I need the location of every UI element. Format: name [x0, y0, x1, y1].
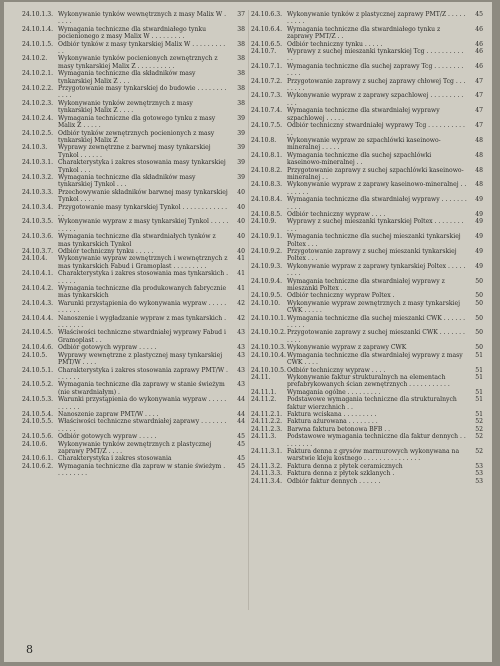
toc-entry-page: 51	[475, 373, 483, 381]
toc-entry-number: 24.10.10.	[251, 299, 281, 307]
toc-entry-page: 45	[237, 462, 245, 470]
toc-entry-page: 51	[475, 366, 483, 374]
toc-entry-number: 24.10.1.5.	[22, 40, 54, 48]
toc-right-column	[251, 11, 483, 485]
toc-entry-title: Przygotowanie zaprawy z suchej szpachlówki kaseinowo-mineralnej . .	[287, 166, 464, 181]
toc-entry-number: 24.10.10.1.	[251, 314, 286, 322]
toc-entry-page: 50	[475, 344, 483, 352]
toc-entry-page: 47	[475, 92, 483, 100]
toc-entry	[22, 255, 245, 270]
toc-entry-title: Przygotowanie zaprawy z suchej zaprawy chłowej Tcg . . . . . . . .	[287, 77, 466, 93]
toc-entry-title: Odbiór tynków z masy tynkarskiej Malix W . . . . . . . . . . .	[58, 40, 226, 56]
toc-entry-title: Wymagania techniczne dla stwardniałego tynku z zaprawy PMT/Z . .	[287, 25, 441, 41]
toc-entry-title: Charakterystyka i zakres stosowania masy tynkarskiej Tynkol . . .	[58, 159, 226, 174]
toc-entry-page: 47	[475, 122, 483, 130]
toc-entry	[22, 455, 245, 462]
toc-entry-title: Wymagania techniczne dla stwardniałej wyprawy . . . . . . . . . . .	[287, 196, 467, 211]
toc-entry-number: 24.10.7.5.	[251, 122, 283, 130]
toc-entry-title: Wykonywanie tynków zewnętrznych z plastycznej zaprawy PMT/Z . . . .	[58, 440, 212, 455]
toc-entry-title: Odbiór gotowych wypraw . . . . .	[58, 344, 157, 352]
toc-entry-title: Właściwości techniczne stwardniałej zaprawy . . . . . . . . . . . .	[58, 418, 227, 433]
toc-entry-number: 24.10.2.	[22, 55, 48, 63]
toc-entry-title: Warunki przystąpienia do wykonywania wypraw . . . . . . . . . . .	[58, 396, 227, 411]
toc-entry-number: 24.10.8.	[251, 136, 277, 144]
toc-entry-title: Odbiór techniczny tynku . . . . .	[287, 40, 383, 48]
toc-entry	[22, 204, 245, 219]
toc-entry-page: 44	[237, 410, 245, 418]
toc-entry-page: 40	[237, 218, 245, 226]
toc-entry-title: Charakterystyka i zakres stosowania zaprawy PMT/W . . . . . . .	[58, 366, 228, 381]
toc-entry	[251, 41, 483, 48]
toc-entry	[251, 389, 483, 396]
toc-entry-page: 45	[237, 440, 245, 448]
toc-entry-title: Przechowywanie składników barwnej masy tynkarskiej Tynkol . . . .	[58, 188, 228, 204]
toc-entry	[251, 418, 483, 425]
toc-entry	[251, 329, 483, 344]
toc-entry-number: 24.10.3.5.	[22, 218, 54, 226]
toc-entry-title: Wykonywanie wypraw zewnętrznych i wewnętrznych z mas tynkarskich Fabud i Gramoplast . . . . . . . . .	[58, 255, 228, 270]
toc-entry-page: 38	[237, 40, 245, 48]
toc-entry-title: Wykonywanie tynków zewnętrznych z masy tynkarskiej Malix Z . . . .	[58, 99, 193, 115]
toc-entry	[251, 448, 483, 463]
toc-entry-number: 24.10.3.6.	[22, 233, 54, 241]
toc-entry	[22, 189, 245, 204]
toc-entry-title: Przygotowanie masy tynkarskiej Tynkol . . . . . . . . . . . . . .	[58, 203, 228, 218]
toc-entry	[22, 115, 245, 130]
toc-entry-number: 24.10.9.5.	[251, 292, 283, 300]
toc-entry	[22, 270, 245, 285]
toc-entry	[251, 478, 483, 485]
toc-entry-title: Wykonywanie tynków pocienionych zewnętrznych z masy tynkarskiej Malix Z . . . . . . . . . .	[58, 55, 218, 70]
toc-entry-page: 50	[475, 299, 483, 307]
toc-entry-number: 24.10.10.3.	[251, 344, 286, 352]
toc-entry-page: 52	[475, 447, 483, 455]
toc-entry-number: 24.10.9.4.	[251, 277, 283, 285]
toc-entry-page: 40	[237, 203, 245, 211]
toc-entry-number: 24.10.6.3.	[251, 11, 283, 18]
toc-entry-page: 53	[475, 462, 483, 470]
toc-entry	[251, 92, 483, 107]
toc-entry-page: 40	[237, 188, 245, 196]
toc-entry-number: 24.10.10.5.	[251, 366, 286, 374]
toc-entry	[251, 374, 483, 389]
toc-entry-number: 24.10.6.4.	[251, 25, 283, 33]
toc-entry-number: 24.10.10.2.	[251, 329, 286, 337]
toc-entry	[22, 130, 245, 145]
toc-entry	[251, 48, 483, 63]
toc-entry	[251, 196, 483, 211]
toc-entry	[22, 26, 245, 41]
toc-entry-number: 24.10.9.	[251, 218, 277, 226]
toc-entry-title: Odbiór techniczny stwardniałej wyprawy Tcg . . . . . . . . . . . .	[287, 122, 465, 137]
toc-entry-page: 49	[475, 262, 483, 270]
toc-entry-number: 24.10.9.3.	[251, 262, 283, 270]
toc-entry-number: 24.10.4.6.	[22, 344, 54, 352]
toc-entry-page: 51	[475, 410, 483, 418]
toc-entry	[22, 441, 245, 456]
toc-entry-number: 24.10.1.3.	[22, 11, 54, 18]
toc-entry-number: 24.10.4.	[22, 255, 48, 263]
toc-entry-number: 24.11.3.	[251, 433, 277, 441]
toc-entry-page: 43	[237, 344, 245, 352]
toc-entry-number: 24.10.8.2.	[251, 166, 283, 174]
toc-entry	[251, 433, 483, 448]
toc-entry-title: Wykonywanie wypraw z masy tynkarskiej Tynkol . . . . . . . . . .	[58, 218, 229, 233]
toc-entry-page: 39	[237, 129, 245, 137]
toc-entry-title: Wymagania techniczne dla zaprawy w stanie świeżym (nie stwardniałym) .	[58, 381, 225, 396]
toc-entry-title: Wymagania techniczne dla stwardniałej wyprawy szpachlowej . . . . .	[287, 107, 440, 122]
toc-entry	[22, 411, 245, 418]
toc-entry-title: Odbiór gotowych wypraw . . . . .	[58, 433, 157, 441]
toc-entry-title: Podstawowe wymagania techniczne dla strukturalnych faktur wierzchnich . .	[287, 396, 457, 411]
toc-entry-page: 45	[475, 11, 483, 18]
toc-entry	[251, 411, 483, 418]
toc-entry-number: 24.11.2.3.	[251, 425, 283, 433]
toc-entry-page: 44	[237, 418, 245, 426]
toc-entry	[251, 292, 483, 299]
toc-entry-title: Wymagania techniczne dla suchej mieszanki CWK . . . . . . . . . . .	[287, 314, 466, 330]
toc-entry-page: 40	[237, 233, 245, 241]
toc-entry-number: 24.10.2.5.	[22, 129, 54, 137]
toc-entry	[251, 367, 483, 374]
toc-entry-number: 24.10.5.	[22, 351, 48, 359]
toc-entry-number: 24.10.4.3.	[22, 299, 54, 307]
toc-entry-page: 48	[475, 181, 483, 189]
toc-entry-page: 53	[475, 470, 483, 478]
toc-entry-page: 51	[475, 351, 483, 359]
toc-entry	[22, 433, 245, 440]
toc-entry	[251, 181, 483, 196]
toc-entry	[22, 315, 245, 330]
toc-entry	[251, 137, 483, 152]
toc-entry-title: Wymagania techniczne dla składników masy tynkarskiej Tynkol . . .	[58, 173, 196, 189]
toc-entry	[251, 352, 483, 367]
toc-entry-number: 24.10.5.6.	[22, 433, 54, 441]
toc-entry-number: 24.10.9.1.	[251, 233, 283, 241]
toc-entry-page: 49	[475, 196, 483, 204]
toc-entry-page: 39	[237, 114, 245, 122]
toc-entry-number: 24.10.3.1.	[22, 159, 54, 167]
toc-entry-page: 39	[237, 159, 245, 167]
toc-entry-title: Wykonywanie tynków wewnętrznych z masy Malix W . . . . .	[58, 11, 227, 26]
toc-entry	[22, 41, 245, 56]
toc-entry	[251, 300, 483, 315]
toc-entry	[22, 248, 245, 255]
toc-entry-page: 48	[475, 166, 483, 174]
toc-entry-number: 24.10.4.1.	[22, 270, 54, 278]
toc-entry-number: 24.10.3.4.	[22, 203, 54, 211]
toc-entry	[251, 107, 483, 122]
toc-entry	[22, 285, 245, 300]
toc-entry	[251, 78, 483, 93]
toc-entry	[251, 248, 483, 263]
toc-entry-number: 24.10.1.4.	[22, 25, 54, 33]
toc-entry-title: Wyprawy z suchej mieszanki tynkarskiej Poltex . . . . . . . . . . .	[287, 218, 464, 233]
toc-entry-number: 24.11.3.4.	[251, 477, 283, 485]
toc-entry-title: Odbiór techniczny wypraw . . . .	[287, 366, 386, 374]
toc-entry-page: 46	[475, 25, 483, 33]
toc-entry-title: Wymagania techniczne dla stwardniałej wyprawy z masy CWK . . . .	[287, 351, 463, 367]
toc-entry-number: 24.10.7.2.	[251, 77, 283, 85]
toc-entry-number: 24.10.3.3.	[22, 188, 54, 196]
toc-entry-page: 51	[475, 388, 483, 396]
toc-entry	[22, 381, 245, 396]
toc-entry-page: 39	[237, 173, 245, 181]
toc-entry-title: Odbiór faktur dennych . . . . . .	[287, 477, 381, 485]
toc-entry-page: 46	[475, 48, 483, 56]
column-divider	[248, 10, 249, 610]
toc-entry-title: Wyprawy zewnętrzne z barwnej masy tynkarskiej Tynkol . . . . . .	[58, 144, 211, 159]
toc-entry-title: Faktura ażurowana . . . . . . . .	[287, 418, 378, 426]
toc-entry-page: 42	[237, 299, 245, 307]
toc-entry	[22, 174, 245, 189]
toc-entry-title: Faktura denna z płytek szklanych .	[287, 470, 395, 478]
toc-entry-title: Wymagania techniczne dla suchej zaprawy Tcg . . . . . . . . . . . .	[287, 62, 464, 78]
toc-entry-page: 52	[475, 433, 483, 441]
toc-entry	[22, 233, 245, 248]
toc-entry-page: 45	[237, 433, 245, 441]
toc-entry-page: 50	[475, 314, 483, 322]
toc-entry	[22, 463, 245, 478]
toc-entry-page: 42	[237, 314, 245, 322]
toc-entry-number: 24.10.3.	[22, 144, 48, 152]
toc-entry-title: Wyprawy z suchej mieszanki tynkarskiej Tcg . . . . . . . . . . . .	[287, 48, 464, 63]
toc-entry-title: Wymagania techniczne dla stwardniałych tynków z mas tynkarskich Tynkol	[58, 233, 216, 248]
toc-entry	[22, 367, 245, 382]
toc-entry	[22, 159, 245, 174]
toc-entry	[251, 470, 483, 477]
toc-entry-title: Wykonywanie wypraw zewnętrznych z masy tynkarskiej CWK . . . . .	[287, 299, 460, 315]
toc-entry-page: 48	[475, 151, 483, 159]
toc-entry-page: 38	[237, 85, 245, 93]
toc-entry	[251, 233, 483, 248]
toc-entry-page: 46	[475, 40, 483, 48]
toc-entry	[251, 63, 483, 78]
toc-entry-title: Wykonywanie wypraw z zaprawy kaseinowo-mineralnej . . . . . . . .	[287, 181, 467, 196]
toc-entry-title: Charakterystyka i zakres stosowania mas tynkarskich . . . . . .	[58, 270, 229, 285]
toc-entry	[251, 315, 483, 330]
toc-entry-page: 49	[475, 233, 483, 241]
toc-entry-number: 24.10.7.1.	[251, 62, 283, 70]
toc-entry-number: 24.10.4.5.	[22, 329, 54, 337]
toc-entry-number: 24.10.9.2.	[251, 248, 283, 255]
toc-entry-page: 43	[237, 351, 245, 359]
toc-entry-page: 43	[237, 329, 245, 337]
toc-entry-number: 24.11.1.	[251, 388, 277, 396]
toc-entry-number: 24.10.6.	[22, 440, 48, 448]
toc-entry-number: 24.10.5.2.	[22, 381, 54, 389]
toc-entry-title: Odbiór techniczny wypraw . . . .	[287, 210, 386, 218]
toc-entry-number: 24.11.2.	[251, 396, 277, 404]
toc-entry-page: 38	[237, 55, 245, 63]
toc-entry-title: Wykonywanie tynków z plastycznej zaprawy PMT/Z . . . . . . . . . .	[287, 11, 466, 26]
toc-entry-title: Warunki przystąpienia do wykonywania wypraw . . . . . . . . . . .	[58, 299, 227, 315]
toc-entry-title: Przygotowanie masy tynkarskiej do budowie . . . . . . . . . . . .	[58, 85, 227, 100]
toc-entry	[251, 263, 483, 278]
toc-entry-title: Podstawowe wymagania techniczne dla faktur dennych . . . . . . . . .	[287, 433, 466, 448]
toc-entry-number: 24.10.8.3.	[251, 181, 283, 189]
toc-entry	[22, 100, 245, 115]
toc-entry	[251, 11, 483, 26]
toc-entry-title: Barwna faktura betonowa BFB . .	[287, 425, 391, 433]
toc-entry-page: 47	[475, 77, 483, 85]
toc-entry-page: 50	[475, 329, 483, 337]
toc-entry	[22, 55, 245, 70]
toc-entry	[22, 144, 245, 159]
toc-entry-number: 24.10.2.4.	[22, 114, 54, 122]
toc-entry-title: Wymagania techniczne dla stwardniałego tynku pocienionego z masy Malix W . . . . . . . . .	[58, 25, 207, 41]
toc-entry-number: 24.11.3.2.	[251, 462, 283, 470]
toc-entry-title: Odbiór tynków zewnętrznych pocienionych z masy tynkarskiej Malix Z	[58, 129, 215, 144]
toc-entry-number: 24.10.5.4.	[22, 410, 54, 418]
toc-entry-title: Odbiór techniczny wypraw Poltex .	[287, 292, 395, 300]
toc-left-column	[22, 11, 245, 478]
toc-entry-number: 24.11.2.1.	[251, 410, 283, 418]
toc-entry-number: 24.10.10.4.	[251, 351, 286, 359]
toc-entry-title: Wykonywanie faktur strukturalnych na elementach prefabrykowanych ścian zewnętrznych . . . . . . . . . . .	[287, 373, 450, 389]
toc-entry-number: 24.10.5.1.	[22, 366, 54, 374]
toc-entry-number: 24.10.2.2.	[22, 85, 54, 93]
toc-entry	[251, 463, 483, 470]
toc-entry-number: 24.10.8.5.	[251, 210, 283, 218]
toc-entry-number: 24.11.3.3.	[251, 470, 283, 478]
toc-entry-page: 52	[475, 425, 483, 433]
toc-entry	[251, 426, 483, 433]
toc-entry-number: 24.10.4.2.	[22, 285, 54, 293]
toc-entry	[251, 152, 483, 167]
toc-entry-number: 24.10.5.5.	[22, 418, 54, 426]
page-number: 8	[26, 643, 33, 656]
toc-entry-number: 24.11.2.2.	[251, 418, 283, 426]
toc-entry-page: 38	[237, 70, 245, 78]
toc-entry-title: Właściwości techniczne stwardniałej wyprawy Fabud i Gramoplast . .	[58, 329, 226, 344]
toc-entry-page: 49	[475, 210, 483, 218]
toc-entry	[251, 218, 483, 233]
toc-entry-title: Wymagania techniczne dla stwardniałej wyprawy z mieszanki Poltex . .	[287, 277, 445, 293]
book-page	[4, 2, 492, 662]
toc-entry-title: Nanoszenie zapraw PMT/W . . . .	[58, 410, 159, 418]
toc-entry-number: 24.11.	[251, 373, 271, 381]
toc-entry	[22, 11, 245, 26]
toc-entry-number: 24.10.6.5.	[251, 40, 283, 48]
toc-entry-page: 39	[237, 144, 245, 152]
toc-entry-title: Faktura denna z grysów marmurowych wykonywana na warstwie kleju kostnego . . . . . . . . . . . . . . .	[287, 447, 460, 463]
toc-entry-page: 47	[475, 107, 483, 115]
toc-entry-title: Charakterystyka i zakres stosowania	[58, 455, 172, 463]
toc-entry-title: Wymagania techniczne dla suchej mieszanki tynkarskiej Poltex . . .	[287, 233, 461, 248]
toc-entry-page: 53	[475, 477, 483, 485]
toc-entry-title: Wykonywanie wypraw z zaprawy CWK	[287, 344, 407, 352]
toc-entry-number: 24.10.2.1.	[22, 70, 54, 78]
toc-entry-number: 24.10.3.2.	[22, 173, 54, 181]
toc-entry-page: 50	[475, 292, 483, 300]
toc-entry	[251, 211, 483, 218]
toc-entry	[22, 352, 245, 367]
toc-entry	[22, 344, 245, 351]
toc-entry-page: 52	[475, 418, 483, 426]
toc-entry-title: Wykonywanie wypraw z zaprawy tynkarskiej Poltex . . . . . . . . .	[287, 262, 466, 278]
toc-entry	[251, 122, 483, 137]
toc-entry-number: 24.10.3.7.	[22, 248, 54, 255]
toc-entry-title: Wymagania ogólne . . . . . . . . .	[287, 388, 381, 396]
toc-entry-number: 24.10.8.1.	[251, 151, 283, 159]
toc-entry-page: 38	[237, 99, 245, 107]
toc-entry-number: 24.11.3.1.	[251, 447, 283, 455]
toc-entry-number: 24.10.5.3.	[22, 396, 54, 404]
toc-entry-title: Wykonywanie wypraw z zaprawy szpachlowej . . . . . . . . . . . .	[287, 92, 464, 107]
toc-entry-title: Przygotowanie zaprawy z suchej mieszanki tynkarskiej Poltex . . .	[287, 248, 457, 263]
toc-entry-title: Faktura wciskana . . . . . . . . .	[287, 410, 377, 418]
toc-entry-page: 41	[237, 285, 245, 293]
toc-entry	[22, 70, 245, 85]
toc-entry-number: 24.10.6.2.	[22, 462, 54, 470]
toc-entry-page: 43	[237, 381, 245, 389]
toc-entry-number: 24.10.6.1.	[22, 455, 54, 463]
toc-entry-page: 49	[475, 218, 483, 226]
toc-entry-page: 37	[237, 11, 245, 18]
toc-entry-title: Wyprawy wewnętrzne z plastycznej masy tynkarskiej PMT/W . . . .	[58, 351, 223, 367]
toc-entry-number: 24.10.7.3.	[251, 92, 283, 100]
toc-entry-page: 49	[475, 248, 483, 255]
toc-entry-title: Wymagania techniczne dla zapraw w stanie świeżym . . . . . . . . .	[58, 462, 226, 478]
toc-entry-page: 50	[475, 277, 483, 285]
toc-entry	[22, 418, 245, 433]
toc-entry-number: 24.10.4.4.	[22, 314, 54, 322]
toc-entry-page: 43	[237, 366, 245, 374]
toc-entry-page: 41	[237, 270, 245, 278]
toc-entry-page: 40	[237, 248, 245, 255]
toc-entry-page: 38	[237, 25, 245, 33]
toc-entry	[22, 218, 245, 233]
toc-entry-title: Wymagania techniczne dla składników masy tynkarskiej Malix Z . . .	[58, 70, 196, 85]
toc-entry-title: Wymagania techniczne dla suchej szpachlówki kaseinowo-mineralnej . .	[287, 151, 432, 167]
toc-entry-title: Odbiór techniczny tynku . . . . .	[58, 248, 154, 255]
toc-entry	[251, 26, 483, 41]
toc-entry-title: Wymagania techniczne dla gotowego tynku z masy Malix Z . . . . .	[58, 114, 216, 130]
toc-entry	[22, 85, 245, 100]
toc-entry	[251, 278, 483, 293]
toc-entry	[251, 167, 483, 182]
toc-entry-number: 24.10.2.3.	[22, 99, 54, 107]
toc-entry-number: 24.10.7.	[251, 48, 277, 56]
toc-entry-page: 41	[237, 255, 245, 263]
toc-entry-page: 44	[237, 396, 245, 404]
toc-entry-title: Wykonywanie wypraw ze szpachlówki kaseinowo-mineralnej . . . . .	[287, 136, 441, 152]
toc-entry	[251, 396, 483, 411]
toc-entry-title: Wymagania techniczne dla produkowanych fabrycznie mas tynkarskich	[58, 285, 227, 300]
toc-entry-page: 45	[237, 455, 245, 463]
toc-entry-title: Faktura denna z płytek ceramicznych	[287, 462, 403, 470]
toc-entry-page: 46	[475, 62, 483, 70]
toc-entry-page: 48	[475, 136, 483, 144]
toc-entry-title: Nanoszenie i wygładzanie wypraw z mas tynkarskich . . . . . . . .	[58, 314, 227, 330]
toc-entry-number: 24.10.8.4.	[251, 196, 283, 204]
toc-entry	[251, 344, 483, 351]
toc-entry-page: 51	[475, 396, 483, 404]
toc-entry-number: 24.10.7.4.	[251, 107, 283, 115]
toc-entry	[22, 329, 245, 344]
toc-entry	[22, 396, 245, 411]
toc-entry-title: Przygotowanie zaprawy z suchej mieszanki CWK . . . . . . . . . . .	[287, 329, 465, 344]
toc-entry	[22, 300, 245, 315]
